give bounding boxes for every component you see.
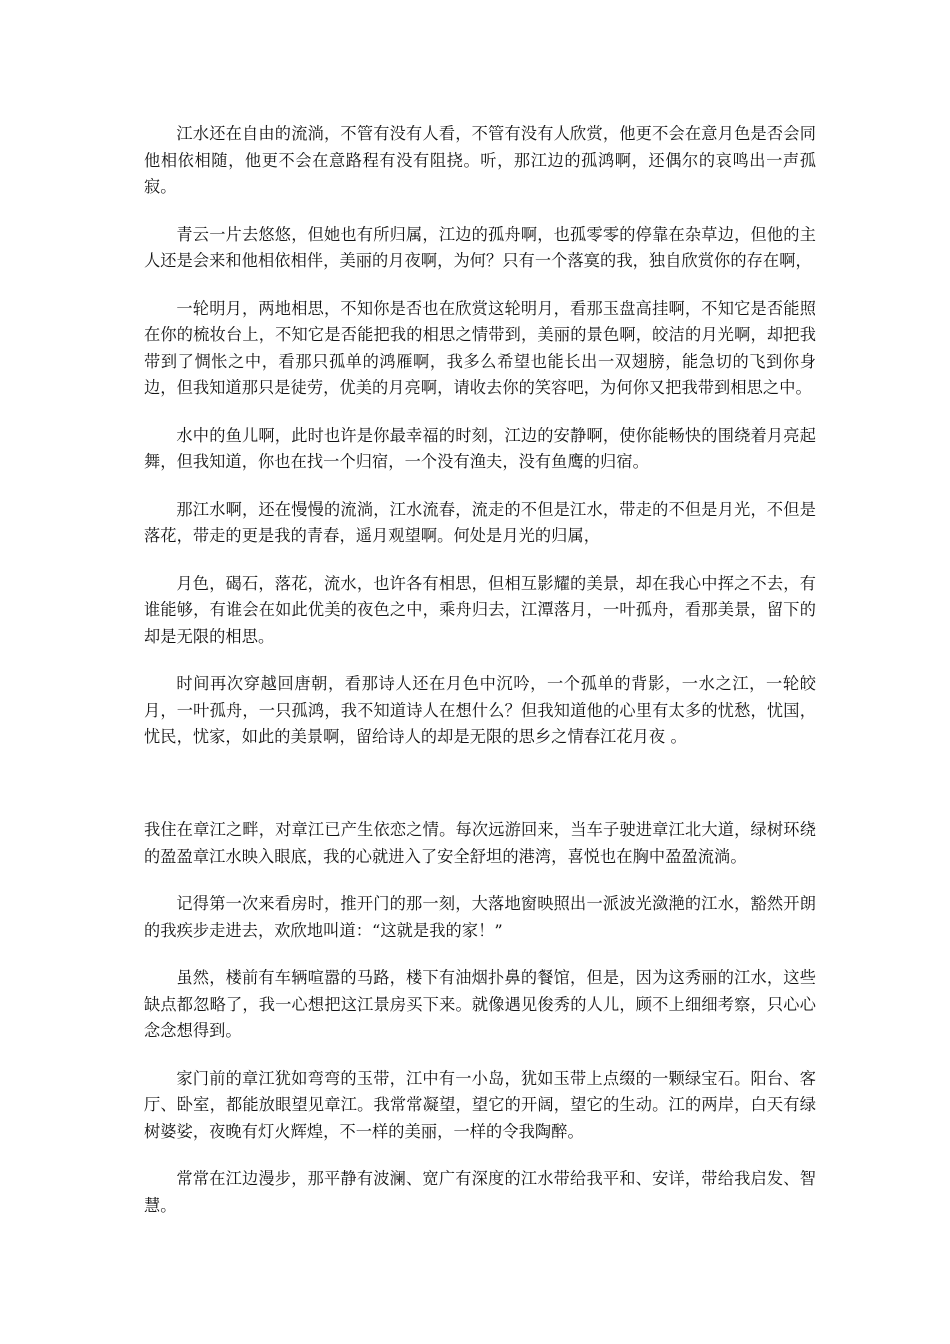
essay-section-moonlit-river — [144, 121, 816, 772]
paragraph: 我住在章江之畔，对章江已产生依恋之情。每次远游回来，当车子驶进章江北大道，绿树环绕的盈盈章江水映入眼底，我的心就进入了安全舒坦的港湾，喜悦也在胸中盈盈流淌。 — [144, 820, 816, 866]
paragraph: 那江水啊，还在慢慢的流淌，江水流春，流走的不但是江水，带走的不但是月光，不但是落花，带走的更是我的青春，遥月观望啊。何处是月光的归属， — [144, 499, 816, 545]
paragraph: 常常在江边漫步，那平静有波澜、宽广有深度的江水带给我平和、安详，带给我启发、智慧。 — [144, 1169, 816, 1215]
essay-section-zhangjiang — [144, 817, 816, 1240]
paragraph: 记得第一次来看房时，推开门的那一刻，大落地窗映照出一派波光潋滟的江水，豁然开朗的我疾步走进去，欢欣地叫道：“这就是我的家！” — [144, 894, 816, 940]
paragraph: 一轮明月，两地相思，不知你是否也在欣赏这轮明月，看那玉盘高挂啊，不知它是否能照在你的梳妆台上，不知它是否能把我的相思之情带到，美丽的景色啊，皎洁的月光啊，却把我带到了惆怅之中，看那只孤单的鸿雁啊，我多么希望也能长出一双翅膀，能急切的飞到你身边，但我知道那只是徒劳，优美的月亮啊，请收去你的笑容吧，为何你又把我带到相思之中。 — [144, 298, 816, 397]
paragraph: 江水还在自由的流淌，不管有没有人看，不管有没有人欣赏，他更不会在意月色是否会同他相依相随，他更不会在意路程有没有阻挠。听，那江边的孤鸿啊，还偶尔的哀鸣出一声孤寂。 — [144, 124, 816, 196]
paragraph: 水中的鱼儿啊，此时也许是你最幸福的时刻，江边的安静啊，使你能畅快的围绕着月亮起舞，但我知道，你也在找一个归宿，一个没有渔夫，没有鱼鹰的归宿。 — [144, 425, 816, 471]
paragraph: 时间再次穿越回唐朝，看那诗人还在月色中沉吟，一个孤单的背影，一水之江，一轮皎月，一叶孤舟，一只孤鸿，我不知道诗人在想什么？但我知道他的心里有太多的忧愁，忧国，忧民，忧家，如此的美景啊，留给诗人的却是无限的思乡之情春江花月夜 。 — [144, 674, 816, 746]
paragraph: 青云一片去悠悠，但她也有所归属，江边的孤舟啊，也孤零零的停靠在杂草边，但他的主人还是会来和他相依相伴，美丽的月夜啊，为何？只有一个落寞的我，独自欣赏你的存在啊， — [144, 224, 816, 270]
paragraph: 虽然，楼前有车辆喧嚣的马路，楼下有油烟扑鼻的餐馆，但是，因为这秀丽的江水，这些缺点都忽略了，我一心想把这江景房买下来。就像遇见俊秀的人儿，顾不上细细考察，只心心念念想得到。 — [144, 968, 816, 1040]
paragraph: 月色，碣石，落花，流水，也许各有相思，但相互影耀的美景，却在我心中挥之不去，有谁能够，有谁会在如此优美的夜色之中，乘舟归去，江潭落月，一叶孤舟，看那美景，留下的却是无限的相思。 — [144, 573, 816, 646]
paragraph: 家门前的章江犹如弯弯的玉带，江中有一小岛，犹如玉带上点缀的一颗绿宝石。阳台、客厅、卧室，都能放眼望见章江。我常常凝望，望它的开阔，望它的生动。江的两岸，白天有绿树婆娑，夜晚有灯火辉煌，不一样的美丽，一样的令我陶醉。 — [144, 1068, 816, 1141]
